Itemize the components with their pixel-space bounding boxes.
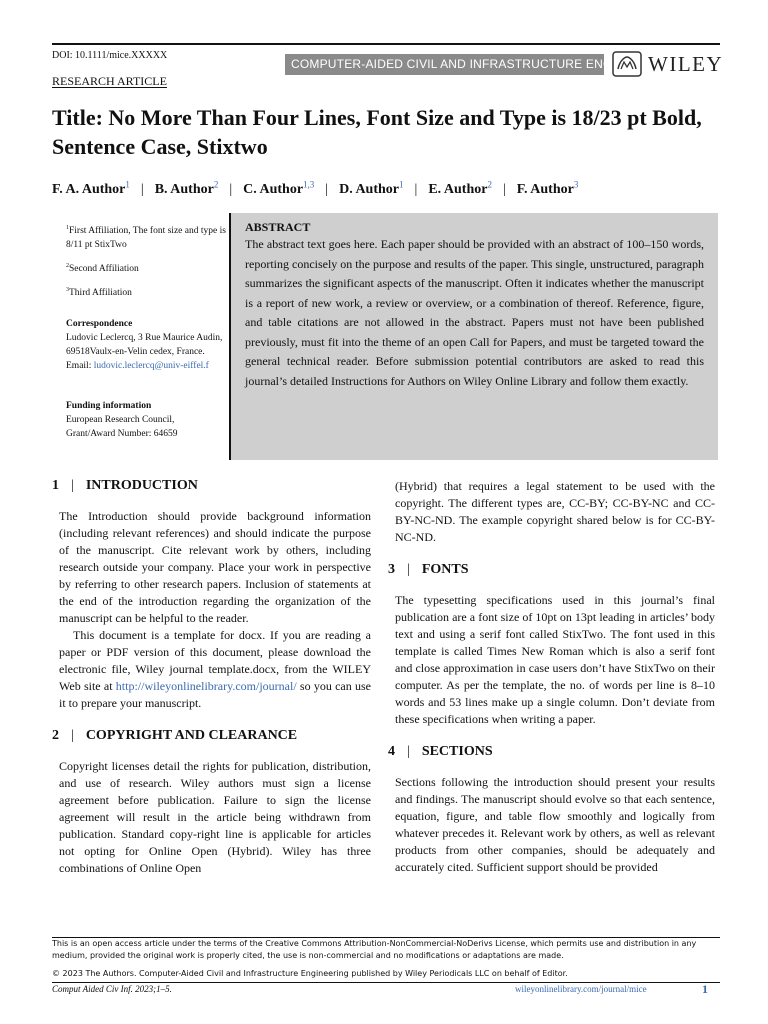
section-heading: 2 | COPYRIGHT AND CLEARANCE <box>52 728 298 743</box>
funding-label: Funding information <box>66 401 152 412</box>
author: B. Author$^2$ <box>154 179 219 197</box>
page-number: 1 <box>702 982 708 996</box>
paragraph: The Introduction should provide background information (including relevant references) and should indicate the purpose of the manuscript. Cite relevant work by others, including research outside your company. Place your work in perspective by referring to other research papers. Inclusion of statements at the end of the introduction regarding the organization of the manuscript can be helpful to the reader. <box>59 509 371 625</box>
article-type: RESEARCH ARTICLE <box>52 74 167 88</box>
author: E. Author$^2$ <box>428 179 492 197</box>
body-column-right <box>388 478 715 876</box>
article-info-column <box>66 221 226 441</box>
author: F. Author$^3$ <box>516 179 579 197</box>
author-list: F. A. Author$^1$ | B. Author$^2$ | C. Author$^{1,3}$ | D. Author$^1$ | E. Author$^2$ | F. Author$^3$ <box>52 179 579 197</box>
license-text: This is an open access article under the terms of the Creative Commons Attribution-NonCommercial-NoDerivs License, which permits use and distribution in any medium, provided the original work is properly cited, the use is non-commercial and no modifications or adaptations are made. <box>52 939 697 960</box>
paragraph: Sections following the introduction should present your results and findings. The manuscript should evolve so that each sentence, equation, figure, and table flow smoothly and logically from whatever precedes it. Relevant work by others, as well as relevant products from other companies, should be adequately and accurately cited. Sufficient support should be provided <box>395 775 715 874</box>
paragraph: Copyright licenses detail the rights for publication, distribution, and use of research. Wiley authors must sign a license agreement before publication. Failure to sign the license agreement will result in the article being withdrawn from publication. Standard copy-right line is applicable for articles not opting for Online Open (Hybrid). Wiley has three combinations of Online Open <box>59 759 371 875</box>
journal-banner: COMPUTER-AIDED CIVIL AND INFRASTRUCTURE ENGINEERING <box>285 54 604 75</box>
wiley-logo-icon <box>612 51 642 77</box>
funding-text: European Research Council, Grant/Award Number: 64659 <box>66 415 178 440</box>
section-heading: 1 | INTRODUCTION <box>52 478 198 493</box>
author: D. Author$^1$ <box>339 179 404 197</box>
email-link[interactable]: ludovic.leclercq@univ-eiffel.f <box>93 361 209 372</box>
body-column-left <box>52 478 372 877</box>
abstract-box <box>231 213 718 460</box>
section-heading: 3 | FONTS <box>388 562 469 577</box>
author: C. Author$^{1,3}$ <box>243 179 315 197</box>
footer-rule <box>52 982 720 983</box>
affiliation: $^1$First Affiliation, The font size and type is 8/11 pt StixTwo <box>66 225 226 251</box>
publisher-name: WILEY <box>648 51 724 76</box>
doi: DOI: 10.1111/mice.XXXXX <box>52 50 168 61</box>
journal-url-link[interactable]: wileyonlinelibrary.com/journal/mice <box>515 984 647 994</box>
author: F. A. Author$^1$ <box>52 179 130 197</box>
paper-title: Title: No More Than Four Lines, Font Size and Type is 18/23 pt Bold, Sentence Case, Stixtwo <box>52 105 702 159</box>
journal-reference: Comput Aided Civ Inf. 2023;1–5. <box>52 984 172 994</box>
correspondence-text: Ludovic Leclercq, 3 Rue Maurice Audin, 69518Vaulx-en-Velin cedex, France. <box>66 333 223 358</box>
abstract-heading: ABSTRACT <box>245 220 311 234</box>
header-rule <box>52 43 720 45</box>
affiliation: $^2$Second Affiliation <box>66 263 139 275</box>
affiliation: $^3$Third Affiliation <box>66 287 132 299</box>
journal-link[interactable]: http://wileyonlinelibrary.com/journal/ <box>115 679 297 693</box>
publisher-logo <box>612 50 723 78</box>
paragraph: (Hybrid) that requires a legal statement to be used with the copyright. The different types are, CC-BY; CC-BY-NC and CC-BY-NC-ND. The example copyright shared below is for CC-BY-NC-ND. <box>395 479 715 544</box>
correspondence-email: Email: ludovic.leclercq@univ-eiffel.f <box>66 361 209 372</box>
correspondence-label: Correspondence <box>66 319 133 330</box>
section-heading: 4 | SECTIONS <box>388 744 493 759</box>
paragraph: This document is a template for docx. If you are reading a paper or PDF version of this document, please download the electronic file, Wiley journal template.docx, from the WILEY Web site at http://wileyonlinelibrary.com/journal/ so you can use it to prepare your manuscript. <box>59 628 372 710</box>
paragraph: The typesetting specifications used in this journal’s final publication are a font size of 10pt on 13pt leading in articles’ body text and using a serif font called StixTwo. The font used in this template is called Times New Roman which is also a serif font and close approximation in case users don’t have StixTwo on their computer. As per the template, the no. of words per line is 8–10 words and 53 lines make up a single column. Don’t deviate from these specifications when writing a paper. <box>395 593 715 726</box>
copyright-line: © 2023 The Authors. Computer-Aided Civil and Infrastructure Engineering published by Wiley Periodicals LLC on behalf of Editor. <box>52 969 568 978</box>
abstract-text: The abstract text goes here. Each paper should be provided with an abstract of 100–150 words, reporting concisely on the purpose and results of the paper. This single, unstructured, paragraph summarizes the significant aspects of the manuscript. Often it indicates whether the manuscript is a report of new work, a review or overview, or a combination of thereof. Reference, figure, and table citations are not allowed in the abstract. Papers must not have been published previously, must fit into the theme of an open Call for Papers, and must be targeted toward the general technical reader. Before submission potential contributors are asked to read this journal’s detailed Instructions for Authors on Wiley Online Library and follow them exactly. <box>245 237 704 388</box>
